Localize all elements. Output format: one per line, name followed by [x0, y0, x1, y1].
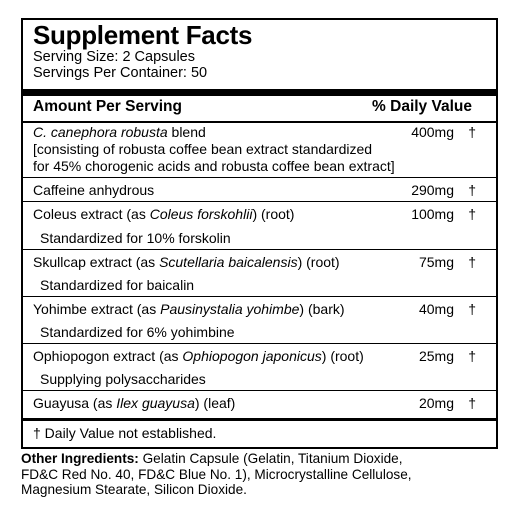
other-ingredients-line-2: FD&C Red No. 40, FD&C Blue No. 1), Microcrystalline Cellulose,	[21, 466, 412, 482]
blend-dv: †	[468, 124, 476, 140]
row-divider	[23, 249, 496, 250]
panel-title: Supplement Facts	[33, 20, 253, 50]
row-divider	[23, 177, 496, 178]
other-ingredients-line-3: Magnesium Stearate, Silicon Dioxide.	[21, 482, 247, 497]
amount-per-serving-header: Amount Per Serving	[33, 98, 182, 115]
other-ingredients	[21, 451, 501, 498]
row-divider	[23, 343, 496, 344]
header-divider	[23, 121, 496, 123]
row-divider	[23, 390, 496, 391]
footer-divider	[23, 418, 496, 421]
thick-divider	[23, 89, 496, 96]
footnote: † Daily Value not established.	[33, 425, 217, 441]
blend-name: C. canephora robusta blend	[33, 124, 206, 140]
row-divider	[23, 296, 496, 297]
row-divider	[23, 201, 496, 202]
other-ingredients-line-1: Other Ingredients: Gelatin Capsule (Gelatin, Titanium Dioxide,	[21, 451, 403, 466]
serving-size: Serving Size: 2 Capsules	[33, 49, 195, 65]
daily-value-header: % Daily Value	[372, 98, 472, 115]
blend-amount: 400mg	[411, 124, 454, 140]
other-ingredients-label: Other Ingredients:	[21, 451, 139, 466]
supplement-facts-panel: Supplement Facts Serving Size: 2 Capsules Servings Per Container: 50 Amount Per Serving % Daily Value C. canephora robusta blend 400mg † [consisting of robusta coffee bean extract standardized for 45% chorogenic acids and robusta coffee bean extract] Caffeine anhydrous 290mg † Coleus extract (as Coleus forskohlii) (root) 100mg † Standardized for 10% forskolin Skullcap extract (as Scutellaria baicalensis) (root) 75mg † Standardized for baicalin Yohimbe extract (as Pausinystalia yohimbe) (bark) 40mg † Standardized for 6% yohimbine Ophiopogon extract (as Ophiopogon japonicus) (root) 25mg † Supplying polysaccharides Guayusa (as Ilex guayusa) (leaf) 20mg † † Daily Value not established.	[21, 18, 498, 449]
servings-per-container: Servings Per Container: 50	[33, 65, 208, 81]
